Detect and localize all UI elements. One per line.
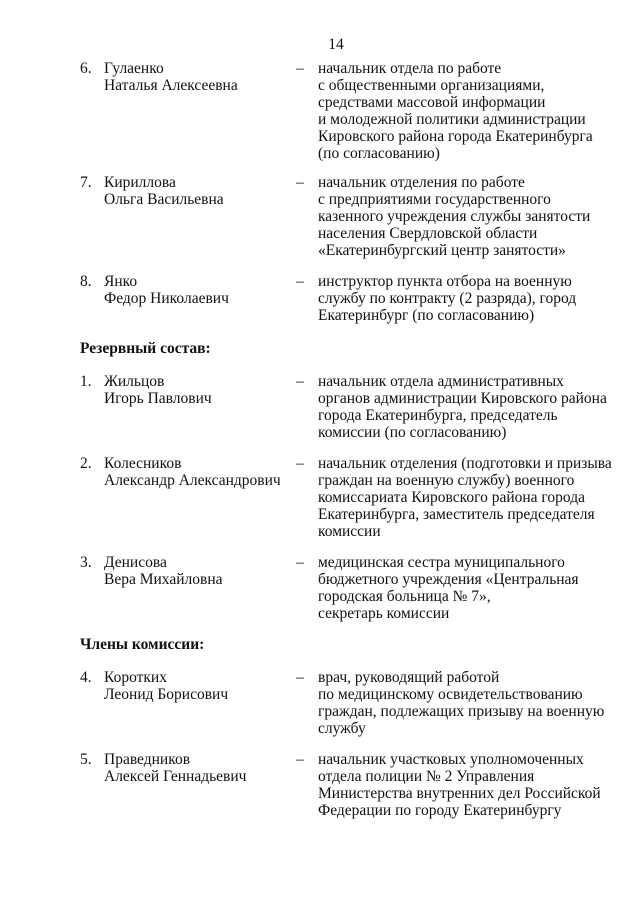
position-line: инструктор пункта отбора на военную xyxy=(318,273,572,290)
position-line: бюджетного учреждения «Центральная xyxy=(318,571,579,588)
position-line: органов администрации Кировского района xyxy=(318,390,607,407)
position-line: «Екатеринбургский центр занятости» xyxy=(318,242,566,259)
position-line: городская больница № 7», xyxy=(318,588,491,605)
person-position xyxy=(318,669,618,737)
position-line: комиссии xyxy=(318,523,381,540)
position-line: и молодежной политики администрации xyxy=(318,111,586,128)
position-line: начальник отделения по работе xyxy=(318,174,525,191)
person-name xyxy=(104,554,284,588)
position-line: с предприятиями государственного xyxy=(318,191,551,208)
person-surname: Жильцов xyxy=(104,373,165,390)
dash: – xyxy=(296,373,304,390)
person-name xyxy=(104,373,284,407)
position-line: врач, руководящий работой xyxy=(318,669,500,686)
dash: – xyxy=(296,554,304,571)
person-position xyxy=(318,751,618,819)
position-line: города Екатеринбурга, председатель xyxy=(318,407,558,424)
person-surname: Коротких xyxy=(104,669,167,686)
person-given-name: Леонид Борисович xyxy=(104,686,229,703)
person-given-name: Вера Михайловна xyxy=(104,571,223,588)
position-line: Кировского района города Екатеринбурга xyxy=(318,128,593,145)
position-line: по медицинскому освидетельствованию xyxy=(318,686,583,703)
dash: – xyxy=(296,60,304,77)
section-heading-reserve: Резервный состав: xyxy=(80,340,211,357)
person-given-name: Алексей Геннадьевич xyxy=(104,768,247,785)
position-line: Екатеринбурга, заместитель председателя xyxy=(318,506,595,523)
person-name xyxy=(104,751,284,785)
person-name xyxy=(104,174,284,208)
person-position xyxy=(318,455,618,540)
page-number: 14 xyxy=(328,36,344,53)
item-number: 5. xyxy=(80,751,92,768)
person-surname: Гулаенко xyxy=(104,60,164,77)
position-line: средствами массовой информации xyxy=(318,94,546,111)
position-line: отдела полиции № 2 Управления xyxy=(318,768,535,785)
item-number: 1. xyxy=(80,373,92,390)
dash: – xyxy=(296,174,304,191)
person-surname: Кириллова xyxy=(104,174,176,191)
position-line: секретарь комиссии xyxy=(318,605,450,622)
position-line: службу по контракту (2 разряда), город xyxy=(318,290,577,307)
person-given-name: Александр Александрович xyxy=(104,472,281,489)
person-position xyxy=(318,60,618,162)
item-number: 8. xyxy=(80,273,92,290)
position-line: медицинская сестра муниципального xyxy=(318,554,565,571)
dash: – xyxy=(296,455,304,472)
person-given-name: Федор Николаевич xyxy=(104,290,229,307)
position-line: начальник отделения (подготовки и призыва xyxy=(318,455,612,472)
person-name xyxy=(104,669,284,703)
position-line: начальник отдела по работе xyxy=(318,60,502,77)
position-line: начальник участковых уполномоченных xyxy=(318,751,584,768)
position-line: граждан, подлежащих призыву на военную xyxy=(318,703,605,720)
item-number: 2. xyxy=(80,455,92,472)
position-line: Екатеринбург (по согласованию) xyxy=(318,307,535,324)
position-line: с общественными организациями, xyxy=(318,77,545,94)
position-line: комиссариата Кировского района города xyxy=(318,489,585,506)
person-position xyxy=(318,373,618,441)
person-name xyxy=(104,455,284,489)
position-line: (по согласованию) xyxy=(318,145,440,162)
dash: – xyxy=(296,669,304,686)
item-number: 7. xyxy=(80,174,92,191)
dash: – xyxy=(296,273,304,290)
person-surname: Колесников xyxy=(104,455,182,472)
person-name xyxy=(104,60,284,94)
position-line: комиссии (по согласованию) xyxy=(318,424,507,441)
person-given-name: Ольга Васильевна xyxy=(104,191,224,208)
position-line: Федерации по городу Екатеринбургу xyxy=(318,802,562,819)
dash: – xyxy=(296,751,304,768)
person-surname: Праведников xyxy=(104,751,191,768)
position-line: Министерства внутренних дел Российской xyxy=(318,785,601,802)
item-number: 3. xyxy=(80,554,92,571)
item-number: 4. xyxy=(80,669,92,686)
item-number: 6. xyxy=(80,60,92,77)
person-surname: Денисова xyxy=(104,554,167,571)
person-position xyxy=(318,554,618,622)
position-line: службу xyxy=(318,720,366,737)
person-given-name: Игорь Павлович xyxy=(104,390,212,407)
position-line: граждан на военную службу) военного xyxy=(318,472,575,489)
person-name xyxy=(104,273,284,307)
section-heading-members: Члены комиссии: xyxy=(80,636,205,653)
position-line: казенного учреждения службы занятости xyxy=(318,208,591,225)
person-position xyxy=(318,174,618,259)
person-surname: Янко xyxy=(104,273,138,290)
position-line: населения Свердловской области xyxy=(318,225,538,242)
position-line: начальник отдела административных xyxy=(318,373,564,390)
person-given-name: Наталья Алексеевна xyxy=(104,77,238,94)
person-position xyxy=(318,273,618,324)
